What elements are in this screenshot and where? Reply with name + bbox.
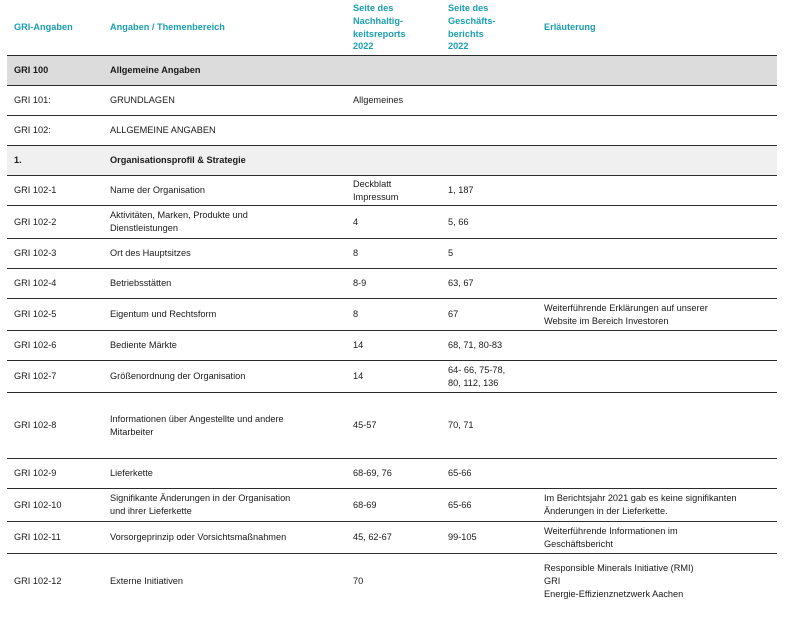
cell-note: Im Berichtsjahr 2021 gab es keine signifikanten Änderungen in der Lieferkette. [537,489,777,522]
cell-gb: 64- 66, 75-78, 80, 112, 136 [441,361,537,393]
table-row [7,393,777,459]
cell-code: GRI 102-2 [7,206,103,239]
table-row [7,269,777,299]
cell-note [537,176,777,206]
table-row [7,299,777,331]
table-row [7,86,777,116]
cell-note: Responsible Minerals Initiative (RMI) GRI Energie-Effizienznetzwerk Aachen [537,554,777,610]
cell-nb: 68-69 [346,489,441,522]
cell-code: 1. [7,146,103,176]
cell-topic: Ort des Hauptsitzes [103,239,346,269]
table-row [7,554,777,610]
cell-topic: Betriebsstätten [103,269,346,299]
cell-topic: Bediente Märkte [103,331,346,361]
cell-note [537,206,777,239]
cell-topic: Lieferkette [103,459,346,489]
header-seite-nachhaltigkeitsreport: Seite des Nachhaltig- keitsreports 2022 [353,2,406,52]
cell-code: GRI 102-4 [7,269,103,299]
cell-note: Weiterführende Erklärungen auf unserer Website im Bereich Investoren [537,299,777,331]
cell-topic: Signifikante Änderungen in der Organisation und ihrer Lieferkette [103,489,346,522]
cell-gb: 67 [441,299,537,331]
cell-gb: 5, 66 [441,206,537,239]
header-seite-geschaeftsbericht: Seite des Geschäfts- berichts 2022 [448,2,496,52]
table-row [7,146,777,176]
cell-gb: 63, 67 [441,269,537,299]
table-row [7,116,777,146]
table-row [7,459,777,489]
cell-nb: Deckblatt Impressum [346,176,441,206]
cell-code: GRI 102-7 [7,361,103,393]
cell-gb: 70, 71 [441,393,537,459]
cell-topic: Größenordnung der Organisation [103,361,346,393]
table-row [7,522,777,554]
cell-gb [441,86,537,116]
cell-gb [441,116,537,146]
cell-nb: 8 [346,239,441,269]
cell-topic: Name der Organisation [103,176,346,206]
table-row [7,489,777,522]
cell-topic: GRUNDLAGEN [103,86,346,116]
cell-gb: 68, 71, 80-83 [441,331,537,361]
table-header-row [7,0,777,56]
cell-nb [346,116,441,146]
cell-nb [346,146,441,176]
cell-nb: 14 [346,361,441,393]
cell-note [537,459,777,489]
cell-gb: 65-66 [441,459,537,489]
table-row [7,56,777,86]
cell-code: GRI 102-10 [7,489,103,522]
cell-gb: 99-105 [441,522,537,554]
cell-nb: 8-9 [346,269,441,299]
cell-gb [441,56,537,86]
table-row [7,331,777,361]
table-row [7,206,777,239]
cell-code: GRI 102-5 [7,299,103,331]
cell-code: GRI 102-3 [7,239,103,269]
header-gri-angaben: GRI-Angaben [14,22,73,32]
cell-topic: Aktivitäten, Marken, Produkte und Dienstleistungen [103,206,346,239]
cell-code: GRI 102-1 [7,176,103,206]
table-row [7,361,777,393]
cell-nb: 14 [346,331,441,361]
cell-topic: Eigentum und Rechtsform [103,299,346,331]
cell-note [537,239,777,269]
cell-code: GRI 102-11 [7,522,103,554]
cell-note [537,269,777,299]
cell-code: GRI 102: [7,116,103,146]
cell-nb: 8 [346,299,441,331]
cell-note [537,331,777,361]
cell-nb: 4 [346,206,441,239]
cell-gb [441,146,537,176]
cell-gb: 1, 187 [441,176,537,206]
cell-topic: Vorsorgeprinzip oder Vorsichtsmaßnahmen [103,522,346,554]
cell-topic: Allgemeine Angaben [103,56,346,86]
cell-note [537,361,777,393]
cell-nb: Allgemeines [346,86,441,116]
table-row [7,176,777,206]
header-themenbereich: Angaben / Themenbereich [110,22,225,32]
cell-code: GRI 101: [7,86,103,116]
cell-topic: Externe Initiativen [103,554,346,610]
cell-nb [346,56,441,86]
cell-code: GRI 102-6 [7,331,103,361]
cell-note [537,116,777,146]
cell-nb: 45-57 [346,393,441,459]
cell-nb: 45, 62-67 [346,522,441,554]
header-erlaeuterung: Erläuterung [544,22,596,32]
cell-nb: 68-69, 76 [346,459,441,489]
cell-code: GRI 100 [7,56,103,86]
cell-note: Weiterführende Informationen im Geschäftsbericht [537,522,777,554]
cell-topic: ALLGEMEINE ANGABEN [103,116,346,146]
table-row [7,239,777,269]
cell-gb [441,554,537,610]
cell-nb: 70 [346,554,441,610]
cell-topic: Organisationsprofil & Strategie [103,146,346,176]
cell-note [537,393,777,459]
gri-index-table [7,0,777,610]
cell-topic: Informationen über Angestellte und andere Mitarbeiter [103,393,346,459]
cell-gb: 65-66 [441,489,537,522]
cell-code: GRI 102-9 [7,459,103,489]
cell-code: GRI 102-8 [7,393,103,459]
cell-note [537,56,777,86]
cell-note [537,146,777,176]
cell-note [537,86,777,116]
cell-code: GRI 102-12 [7,554,103,610]
cell-gb: 5 [441,239,537,269]
